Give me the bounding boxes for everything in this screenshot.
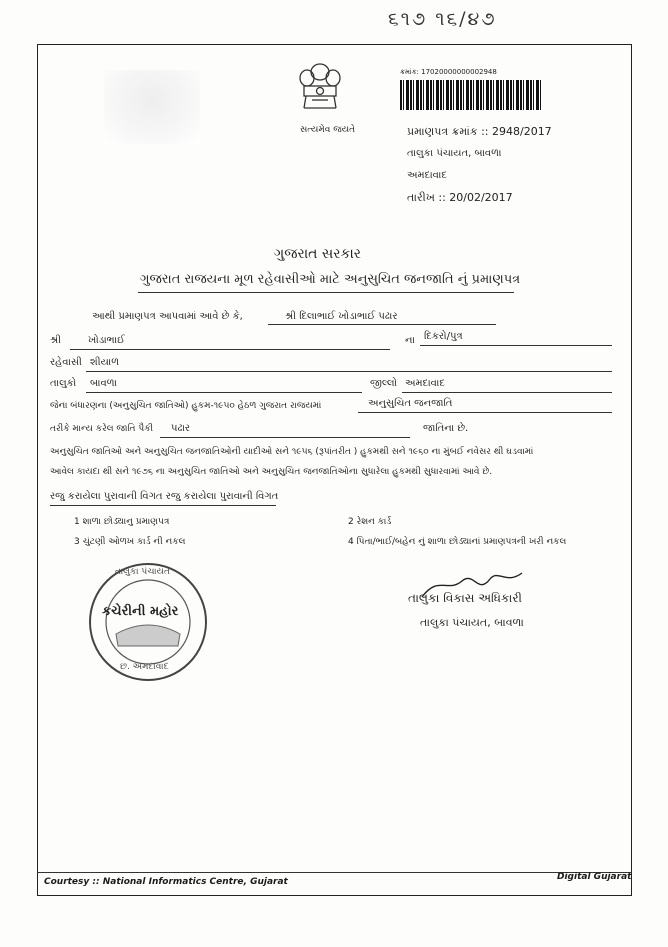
relation-value: દિકરો/પુત્ર <box>424 331 463 342</box>
evidence-item-2: 2 રેશન કાર્ડ <box>348 517 392 527</box>
evidence-item-1: 1 શાળા છોડ્યાનુ પ્રમાણપત્ર <box>74 517 170 527</box>
issuing-office: તાલુકા પંચાયત, બાવળા <box>407 148 502 159</box>
signature-title: તાલુકા વિકાસ અધિકારી <box>408 591 522 605</box>
taluka-label: તાલુકો <box>50 378 77 389</box>
photo-placeholder <box>104 70 200 144</box>
paragraph-line-2: આવેલ કાયદા થી સને ૧૯૭૬ ના અનુસુચિત જાતિઓ અને અનુસુચિત જનજાતિઓના સુધારેલા હુકમથી સુધારવામાં આવે છે. <box>50 467 493 477</box>
issued-label: આથી પ્રમાણપત્ર આપવામાં આવે છે કે, <box>92 311 243 322</box>
evidence-item-4: 4 પિતા/ભાઈ/બહેન નું શાળા છોડ્યાનાં પ્રમાણપત્રની ખરી નકલ <box>348 537 567 547</box>
taluka-value: બાવળા <box>90 378 117 389</box>
jilla-value: અમદાવાદ <box>405 378 445 389</box>
barcode <box>400 80 541 110</box>
village-value: શીયાળ <box>90 357 120 368</box>
footer-digital-gujarat: Digital Gujarat <box>557 872 632 882</box>
caste-suffix: જાતિના છે. <box>423 423 469 434</box>
emblem-caption: સત્યમેવ જયતે <box>300 125 356 135</box>
issue-date: તારીખ :: 20/02/2017 <box>407 191 513 204</box>
evidence-heading: રજુ કરાયેલા પુરાવાની વિગત રજુ કરાયેલા પુરાવાની વિગત <box>50 491 279 502</box>
caste-label: તરીકે માન્ય કરેલ જાતિ પૈકી <box>50 424 154 434</box>
government-title: ગુજરાત સરકાર <box>274 246 361 262</box>
village-label: રહેવાસી <box>50 357 82 368</box>
order-label: જેના બંધારણના (અનુસુચિત જાતિઓ) હુકમ-૧૯૫૦ હેઠળ ગુજરાત રાજયમાં <box>50 401 322 411</box>
shri-label: શ્રી <box>50 335 62 346</box>
na-label: ના <box>405 335 415 346</box>
jilla-label: જીલ્લો <box>370 378 398 389</box>
footer-courtesy: Courtesy :: National Informatics Centre, Gujarat <box>44 877 288 887</box>
paragraph-line-1: અનુસુચિત જાતિઓ અને અનુસુચિત જનજાતિઓની યાદીઓ સને ૧૯૫૬ (રૂપાંતરીત ) હુકમથી સને ૧૯૬૦ ના મુંબઈ નવેસર થી ઘડવામાં <box>50 447 534 457</box>
order-value: અનુસુચિત જનજાતિ <box>368 398 453 409</box>
handwritten-number: ૬૧૭ ૧૬/૪૭ <box>388 8 497 30</box>
issuing-district: અમદાવાદ <box>407 170 447 181</box>
seal-bottom-text: છ. અમદાવાદ <box>120 662 169 672</box>
evidence-item-3: 3 ચુંટણી ઓળખ કાર્ડ ની નકલ <box>74 537 186 547</box>
national-emblem-icon <box>290 58 350 120</box>
father-name-value: ખોડાભાઈ <box>88 335 125 346</box>
caste-value: પઢાર <box>171 423 191 434</box>
signature-office: તાલુકા પંચાયત, બાવળા <box>420 616 524 629</box>
seal-outer-text: તાલુકા પંચાયત <box>115 567 170 577</box>
seal-center-text: કચેરીની મહોર <box>102 604 179 619</box>
certificate-title: ગુજરાત રાજયના મૂળ રહેવાસીઓ માટે અનુસુચિત જનજાતિ નું પ્રમાણપત્ર <box>140 272 521 287</box>
issued-to-value: શ્રી દિલાભાઈ ખોડાભાઈ પઢાર <box>285 311 398 322</box>
certificate-id: ક્રમાંક: 17020000000002948 <box>400 68 497 76</box>
certificate-number: પ્રમાણપત્ર ક્રમાંક :: 2948/2017 <box>407 125 552 138</box>
